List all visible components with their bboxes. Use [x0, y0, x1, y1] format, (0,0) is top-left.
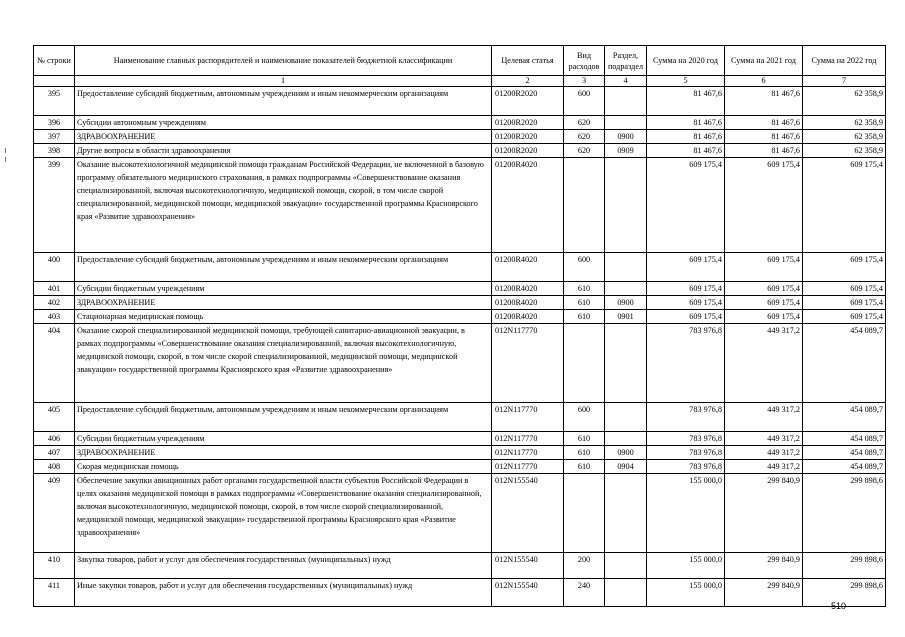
table-header-row	[34, 46, 886, 76]
table-row	[34, 158, 886, 253]
row-sum-2021: 449 317,2	[725, 432, 803, 446]
row-sum-2021: 609 175,4	[725, 296, 803, 310]
row-number: 408	[34, 460, 75, 474]
row-number: 410	[34, 553, 75, 579]
row-expense-type	[564, 324, 605, 403]
row-section	[605, 158, 647, 253]
table-row	[34, 553, 886, 579]
row-number: 395	[34, 87, 75, 116]
row-sum-2020: 609 175,4	[647, 296, 725, 310]
row-name: Предоставление субсидий бюджетным, автономным учреждениям и иным некоммерческим организациям	[75, 87, 492, 116]
row-target-item: 01200R4020	[492, 310, 564, 324]
row-sum-2020: 155 000,0	[647, 579, 725, 607]
row-sum-2021: 299 840,9	[725, 474, 803, 553]
column-number: 4	[605, 76, 647, 87]
table-row	[34, 403, 886, 432]
row-section	[605, 579, 647, 607]
row-sum-2022: 299 898,6	[803, 579, 886, 607]
row-name: ЗДРАВООХРАНЕНИЕ	[75, 296, 492, 310]
row-name: Оказание высокотехнологичной медицинской помощи гражданам Российской Федерации, не включенной в базовую программу обязательного медицинского страхования, в рамках подпрограммы «Совершенствование оказания специализированной, включая высокотехнологичную, медицинской помощи, скорой, в том числе скорой специализированной, медицинской помощи, медицинской эвакуации» государственной программы Красноярского края «Развитие здравоохранения»	[75, 158, 492, 253]
table-row	[34, 116, 886, 130]
row-section	[605, 474, 647, 553]
row-number: 407	[34, 446, 75, 460]
row-target-item: 01200R4020	[492, 296, 564, 310]
row-name: Предоставление субсидий бюджетным, автономным учреждениям и иным некоммерческим организациям	[75, 253, 492, 282]
row-target-item: 012N117770	[492, 403, 564, 432]
table-row	[34, 282, 886, 296]
row-sum-2022: 62 358,9	[803, 116, 886, 130]
header-sum-2020: Сумма на 2020 год	[647, 46, 725, 76]
column-number: 6	[725, 76, 803, 87]
row-expense-type: 610	[564, 460, 605, 474]
scan-edge-mark	[5, 148, 6, 153]
row-sum-2022: 454 089,7	[803, 460, 886, 474]
row-sum-2022: 62 358,9	[803, 87, 886, 116]
row-section	[605, 403, 647, 432]
row-number: 400	[34, 253, 75, 282]
header-row-no: № строки	[34, 46, 75, 76]
row-name: ЗДРАВООХРАНЕНИЕ	[75, 446, 492, 460]
row-sum-2021: 81 467,6	[725, 116, 803, 130]
row-target-item: 01200R2020	[492, 116, 564, 130]
row-name: Стационарная медицинская помощь	[75, 310, 492, 324]
table-row	[34, 130, 886, 144]
row-sum-2021: 449 317,2	[725, 446, 803, 460]
header-expense-type: Вид расходов	[564, 46, 605, 76]
table-body	[34, 87, 886, 607]
row-number: 411	[34, 579, 75, 607]
row-expense-type: 610	[564, 282, 605, 296]
row-section	[605, 253, 647, 282]
header-sum-2021: Сумма на 2021 год	[725, 46, 803, 76]
row-number: 409	[34, 474, 75, 553]
row-expense-type: 610	[564, 296, 605, 310]
header-sum-2022: Сумма на 2022 год	[803, 46, 886, 76]
row-target-item: 01200R2020	[492, 144, 564, 158]
row-sum-2020: 783 976,8	[647, 460, 725, 474]
header-section: Раздел, подраздел	[605, 46, 647, 76]
row-sum-2022: 454 089,7	[803, 432, 886, 446]
row-target-item: 012N155540	[492, 474, 564, 553]
row-name: Скорая медицинская помощь	[75, 460, 492, 474]
row-sum-2022: 299 898,6	[803, 553, 886, 579]
row-expense-type: 600	[564, 87, 605, 116]
row-target-item: 012N155540	[492, 579, 564, 607]
row-expense-type: 240	[564, 579, 605, 607]
row-name: Предоставление субсидий бюджетным, автономным учреждениям и иным некоммерческим организациям	[75, 403, 492, 432]
row-target-item: 012N155540	[492, 553, 564, 579]
row-name: ЗДРАВООХРАНЕНИЕ	[75, 130, 492, 144]
row-name: Субсидии автономным учреждениям	[75, 116, 492, 130]
row-name: Обеспечение закупки авиационных работ органами государственной власти субъектов Российской Федерации в целях оказания медицинской помощи в рамках подпрограммы «Совершенствование оказания специализированной, включая высокотехнологичную, медицинской помощи, скорой, в том числе скорой специализированной, медицинской помощи, медицинской эвакуации» государственной программы Красноярского края «Развитие здравоохранения»	[75, 474, 492, 553]
column-number-blank	[34, 76, 75, 87]
table-row	[34, 579, 886, 607]
row-expense-type: 200	[564, 553, 605, 579]
row-sum-2021: 299 840,9	[725, 579, 803, 607]
column-number: 5	[647, 76, 725, 87]
row-sum-2022: 609 175,4	[803, 253, 886, 282]
row-sum-2022: 454 089,7	[803, 324, 886, 403]
row-expense-type: 610	[564, 310, 605, 324]
row-sum-2020: 81 467,6	[647, 144, 725, 158]
row-section: 0909	[605, 144, 647, 158]
column-number: 3	[564, 76, 605, 87]
row-name: Иные закупки товаров, работ и услуг для обеспечения государственных (муниципальных) нужд	[75, 579, 492, 607]
table-row	[34, 87, 886, 116]
row-target-item: 012N117770	[492, 446, 564, 460]
row-number: 397	[34, 130, 75, 144]
row-section	[605, 324, 647, 403]
row-sum-2020: 783 976,8	[647, 432, 725, 446]
row-sum-2020: 81 467,6	[647, 116, 725, 130]
table-row	[34, 253, 886, 282]
row-section: 0900	[605, 296, 647, 310]
header-name: Наименование главных распорядителей и наименование показателей бюджетной классификации	[75, 46, 492, 76]
row-section	[605, 282, 647, 296]
page-number: 510	[831, 601, 847, 611]
row-number: 405	[34, 403, 75, 432]
row-sum-2021: 81 467,6	[725, 144, 803, 158]
row-section: 0900	[605, 446, 647, 460]
table-row	[34, 432, 886, 446]
row-sum-2022: 62 358,9	[803, 144, 886, 158]
row-target-item: 01200R4020	[492, 158, 564, 253]
row-sum-2020: 609 175,4	[647, 253, 725, 282]
row-number: 398	[34, 144, 75, 158]
row-name: Закупка товаров, работ и услуг для обеспечения государственных (муниципальных) нужд	[75, 553, 492, 579]
row-sum-2021: 609 175,4	[725, 158, 803, 253]
row-sum-2020: 609 175,4	[647, 282, 725, 296]
row-sum-2020: 81 467,6	[647, 130, 725, 144]
row-name: Субсидии бюджетным учреждениям	[75, 282, 492, 296]
row-expense-type	[564, 474, 605, 553]
row-sum-2020: 783 976,8	[647, 446, 725, 460]
row-expense-type: 600	[564, 403, 605, 432]
row-sum-2020: 609 175,4	[647, 158, 725, 253]
budget-table	[33, 45, 886, 607]
row-sum-2022: 609 175,4	[803, 158, 886, 253]
row-sum-2022: 454 089,7	[803, 403, 886, 432]
row-name: Другие вопросы в области здравоохранения	[75, 144, 492, 158]
row-target-item: 012N117770	[492, 432, 564, 446]
row-sum-2021: 81 467,6	[725, 87, 803, 116]
table-row	[34, 144, 886, 158]
row-number: 403	[34, 310, 75, 324]
row-target-item: 012N117770	[492, 324, 564, 403]
table-row	[34, 310, 886, 324]
row-section: 0900	[605, 130, 647, 144]
row-sum-2020: 155 000,0	[647, 553, 725, 579]
column-number-row	[34, 76, 886, 87]
row-target-item: 012N117770	[492, 460, 564, 474]
row-target-item: 01200R4020	[492, 282, 564, 296]
row-sum-2021: 299 840,9	[725, 553, 803, 579]
row-expense-type: 620	[564, 130, 605, 144]
row-sum-2020: 783 976,8	[647, 324, 725, 403]
row-sum-2021: 609 175,4	[725, 253, 803, 282]
table-row	[34, 446, 886, 460]
row-section	[605, 553, 647, 579]
row-section: 0904	[605, 460, 647, 474]
row-number: 396	[34, 116, 75, 130]
row-sum-2022: 299 898,6	[803, 474, 886, 553]
row-sum-2022: 609 175,4	[803, 296, 886, 310]
row-name: Оказание скорой специализированной медицинской помощи, требующей санитарно-авиационной эвакуации, в рамках подпрограммы «Совершенствование оказания специализированной, включая высокотехнологичную, медицинской помощи, скорой, в том числе скорой специализированной, медицинской помощи, медицинской эвакуации» государственной программы Красноярского края «Развитие здравоохранения»	[75, 324, 492, 403]
row-sum-2020: 81 467,6	[647, 87, 725, 116]
row-number: 399	[34, 158, 75, 253]
table-row	[34, 324, 886, 403]
column-number: 2	[492, 76, 564, 87]
row-sum-2021: 609 175,4	[725, 282, 803, 296]
row-sum-2021: 81 467,6	[725, 130, 803, 144]
row-target-item: 01200R2020	[492, 87, 564, 116]
row-sum-2021: 449 317,2	[725, 324, 803, 403]
row-expense-type: 620	[564, 144, 605, 158]
row-number: 406	[34, 432, 75, 446]
header-target-item: Целевая статья	[492, 46, 564, 76]
row-section	[605, 432, 647, 446]
row-sum-2020: 609 175,4	[647, 310, 725, 324]
row-number: 401	[34, 282, 75, 296]
row-section	[605, 87, 647, 116]
row-sum-2020: 155 000,0	[647, 474, 725, 553]
row-sum-2022: 454 089,7	[803, 446, 886, 460]
column-number: 1	[75, 76, 492, 87]
row-section: 0901	[605, 310, 647, 324]
row-expense-type: 610	[564, 446, 605, 460]
table-row	[34, 460, 886, 474]
table-row	[34, 296, 886, 310]
row-number: 402	[34, 296, 75, 310]
scan-edge-mark	[5, 157, 6, 162]
row-sum-2022: 62 358,9	[803, 130, 886, 144]
row-target-item: 01200R2020	[492, 130, 564, 144]
row-section	[605, 116, 647, 130]
row-expense-type: 620	[564, 116, 605, 130]
row-sum-2020: 783 976,8	[647, 403, 725, 432]
row-target-item: 01200R4020	[492, 253, 564, 282]
row-sum-2021: 449 317,2	[725, 403, 803, 432]
column-number: 7	[803, 76, 886, 87]
row-name: Субсидии бюджетным учреждениям	[75, 432, 492, 446]
row-number: 404	[34, 324, 75, 403]
row-sum-2021: 449 317,2	[725, 460, 803, 474]
row-sum-2022: 609 175,4	[803, 282, 886, 296]
row-expense-type	[564, 158, 605, 253]
table-row	[34, 474, 886, 553]
row-sum-2022: 609 175,4	[803, 310, 886, 324]
row-expense-type: 600	[564, 253, 605, 282]
row-expense-type: 610	[564, 432, 605, 446]
row-sum-2021: 609 175,4	[725, 310, 803, 324]
